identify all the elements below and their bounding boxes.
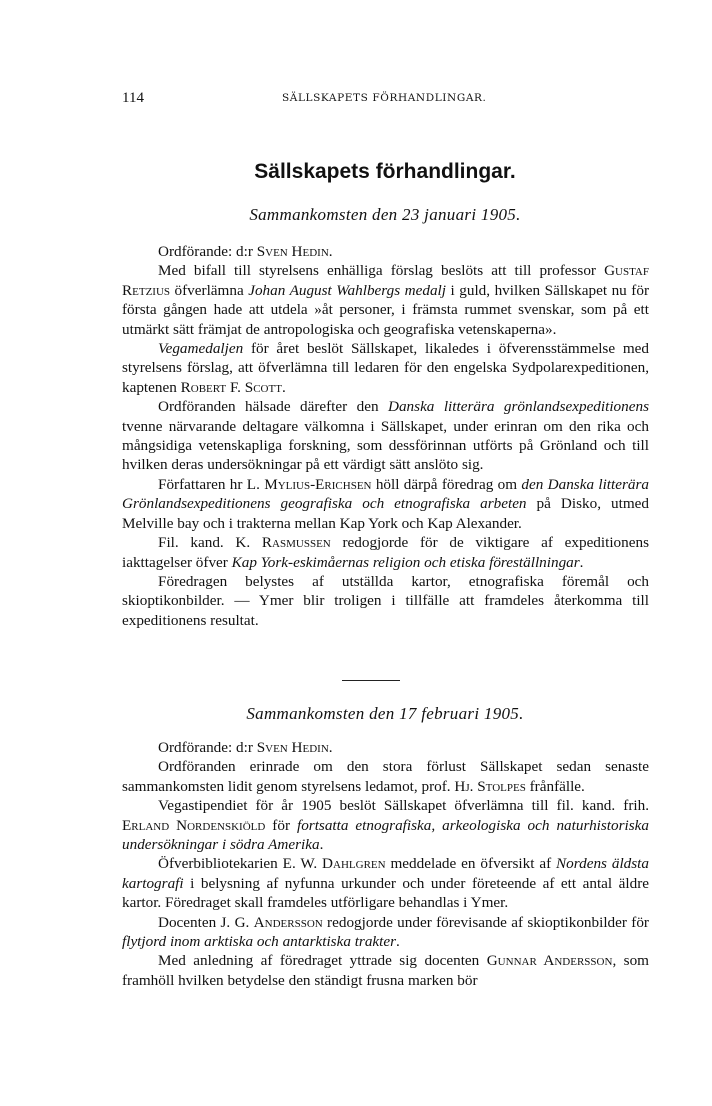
paragraph: Vegastipendiet för år 1905 beslöt Sällskapet öfverlämna till fil. kand. frih. Erland Nordenskiöld för fortsatta etnografiska, arkeologiska och naturhistoriska undersökningar i södra Amerika. bbox=[122, 797, 649, 854]
person-name: Rasmussen bbox=[261, 534, 331, 552]
person-name: Gunnar Andersson bbox=[486, 952, 613, 970]
paragraph: Med bifall till styrelsens enhälliga förslag beslöts att till professor Gustaf Retzius öfverlämna Johan August Wahlbergs medalj i guld, hvilken Sällskapet nu för första gången hade att utdela »åt personer, i främsta rummet svenskar, som på ett utmärkt sätt främjat de antropologiska och geografiska vetenskaperna». bbox=[122, 262, 650, 338]
chair-line: Ordförande: d:r Sven Hedin. bbox=[158, 739, 333, 756]
paragraph: Docenten J. G. Andersson redogjorde under förevisande af skioptikonbilder för flytjord inom arktiska och antarktiska trakter. bbox=[122, 913, 649, 951]
paragraph: Ordföranden erinrade om den stora förlust Sällskapet sedan senaste sammankomsten lidit genom styrelsens ledamot, prof. Hj. Stolpes frånfälle. bbox=[122, 758, 649, 795]
paragraph: Fil. kand. K. Rasmussen redogjorde för de viktigare af expeditionens iakttagelser öfver Kap York-eskimåernas religion och etiska föreställningar. bbox=[122, 534, 649, 571]
paragraph: Ordföranden hälsade därefter den Danska litterära grönlandsexpeditionens tvenne närvarande deltagare välkomna i Sällskapet, under erinran om den rika och mångsidiga vetenskapliga forskning, som dessförinnan utförts på Grönland och till hvilken deras undersökningar på ett värdigt sätt anslöto sig. bbox=[122, 398, 649, 474]
paragraph: Föredragen belystes af utställda kartor, etnografiska föremål och skioptikonbilder. — Ymer blir troligen i tillfälle att framdeles återkomma till expeditionens resultat. bbox=[122, 572, 649, 629]
section-january-body bbox=[122, 242, 649, 630]
section-heading-january: Sammankomsten den 23 januari 1905. bbox=[249, 205, 521, 224]
section-divider bbox=[342, 680, 400, 681]
person-name: Robert F. Scott bbox=[180, 378, 282, 396]
person-name: Gustaf Retzius bbox=[122, 262, 649, 299]
section-february-body bbox=[122, 738, 649, 990]
paragraph: Vegamedaljen för året beslöt Sällskapet, likaledes i öfverensstämmelse med styrelsens förslag, att öfverlämna till ledaren för den engelska Sydpolarexpeditionen, kaptenen Robert F. Scott. bbox=[122, 340, 649, 396]
page-number: 114 bbox=[122, 90, 144, 106]
paragraph: Öfverbibliotekarien E. W. Dahlgren meddelade en öfversikt af Nordens äldsta kartografi i belysning af nyfunna urkunder och under företeende af ett antal äldre kartor. Föredraget skall framdeles utförligare behandlas i Ymer. bbox=[122, 855, 649, 912]
person-name: Sven Hedin bbox=[256, 739, 329, 756]
paragraph: Med anledning af föredraget yttrade sig docenten Gunnar Andersson, som framhöll hvilken betydelse den ständigt frusna marken bör bbox=[122, 952, 649, 989]
chair-line: Ordförande: d:r Sven Hedin. bbox=[158, 243, 333, 260]
person-name: Erland Nordenskiöld bbox=[122, 816, 266, 834]
person-name: Andersson bbox=[253, 913, 323, 931]
running-title: SÄLLSKAPETS FÖRHANDLINGAR. bbox=[282, 92, 487, 104]
running-head bbox=[122, 90, 652, 110]
section-heading-february: Sammankomsten den 17 februari 1905. bbox=[246, 704, 524, 723]
paragraph: Författaren hr L. Mylius-Erichsen höll därpå föredrag om den Danska litterära Grönlandsexpeditionens geografiska och etnografiska arbeten på Disko, utmed Melville bay och i trakterna mellan Kap York och Kap Alexander. bbox=[122, 475, 649, 532]
person-name: Mylius-Erichsen bbox=[264, 475, 372, 493]
person-name: Hj. Stolpes bbox=[454, 777, 526, 795]
page-title: Sällskapets förhandlingar. bbox=[254, 160, 516, 183]
person-name: Dahlgren bbox=[322, 855, 386, 873]
person-name: Sven Hedin bbox=[256, 243, 329, 260]
